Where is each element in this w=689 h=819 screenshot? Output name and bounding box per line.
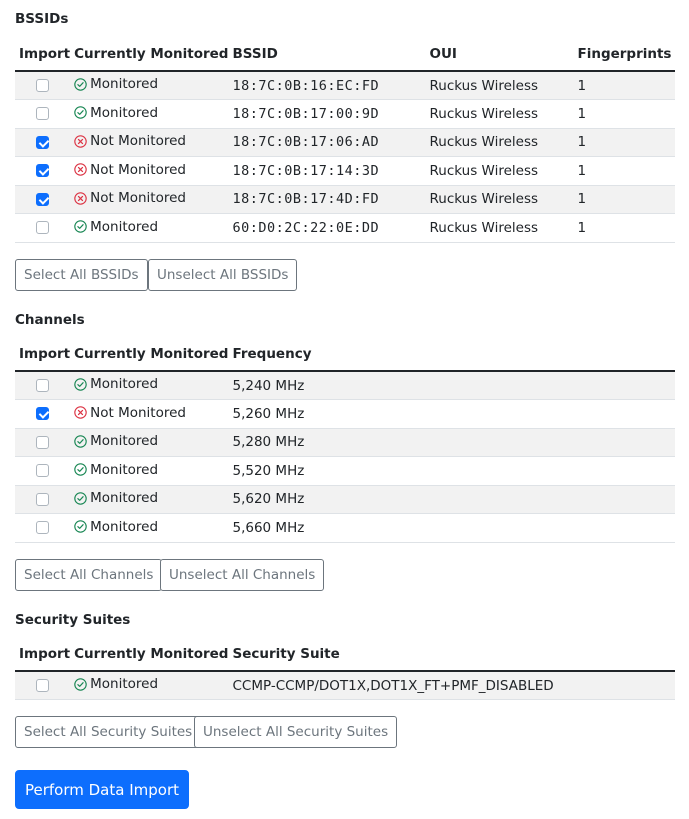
table-row bbox=[15, 71, 675, 100]
frequency-cell: 5,520 MHz bbox=[228, 457, 675, 486]
x-circle-icon bbox=[74, 163, 87, 176]
check-circle-icon bbox=[74, 378, 87, 391]
check-circle-icon bbox=[74, 492, 87, 505]
import-checkbox[interactable] bbox=[36, 221, 49, 234]
bssid-cell: 18:7C:0B:17:00:9D bbox=[228, 100, 425, 129]
monitoring-status-label: Monitored bbox=[90, 676, 159, 693]
import-checkbox[interactable] bbox=[36, 79, 49, 92]
check-circle-icon bbox=[74, 78, 87, 91]
check-circle-icon bbox=[74, 435, 87, 448]
table-row bbox=[15, 128, 675, 157]
oui-cell: Ruckus Wireless bbox=[425, 157, 573, 186]
table-row bbox=[15, 671, 675, 700]
fingerprints-cell: 1 bbox=[573, 100, 675, 129]
monitoring-status-label: Monitored bbox=[90, 218, 159, 235]
monitoring-status bbox=[74, 676, 158, 692]
import-checkbox[interactable] bbox=[36, 493, 49, 506]
monitoring-status-label: Monitored bbox=[90, 433, 159, 449]
select-all-bssids-button[interactable]: Select All BSSIDs bbox=[15, 259, 148, 291]
bssid-cell: 18:7C:0B:17:4D:FD bbox=[228, 185, 425, 214]
select-all-security-suites-button[interactable]: Select All Security Suites bbox=[15, 716, 201, 748]
monitoring-status-label: Not Monitored bbox=[90, 161, 186, 178]
table-row bbox=[15, 428, 675, 457]
check-circle-icon bbox=[74, 220, 87, 233]
monitoring-status bbox=[74, 219, 158, 235]
oui-cell: Ruckus Wireless bbox=[425, 214, 573, 243]
oui-cell: Ruckus Wireless bbox=[425, 71, 573, 100]
x-circle-icon bbox=[74, 406, 87, 419]
monitoring-status-label: Monitored bbox=[90, 461, 159, 478]
table-row bbox=[15, 485, 675, 514]
unselect-all-channels-button[interactable]: Unselect All Channels bbox=[160, 559, 324, 591]
oui-cell: Ruckus Wireless bbox=[425, 185, 573, 214]
import-checkbox[interactable] bbox=[36, 136, 49, 149]
frequency-cell: 5,620 MHz bbox=[228, 485, 675, 514]
import-checkbox[interactable] bbox=[36, 379, 49, 392]
header-import: Import bbox=[15, 38, 70, 71]
channels-table bbox=[15, 338, 675, 543]
monitoring-status-label: Monitored bbox=[90, 376, 159, 393]
fingerprints-cell: 1 bbox=[573, 157, 675, 186]
monitoring-status-label: Monitored bbox=[90, 518, 159, 535]
select-all-channels-button[interactable]: Select All Channels bbox=[15, 559, 162, 591]
channels-section-title: Channels bbox=[15, 312, 85, 328]
monitoring-status bbox=[74, 190, 186, 206]
import-checkbox[interactable] bbox=[36, 679, 49, 692]
security-suites-table bbox=[15, 638, 675, 700]
monitoring-status-label: Not Monitored bbox=[90, 190, 186, 206]
monitoring-status bbox=[74, 519, 158, 535]
fingerprints-cell: 1 bbox=[573, 71, 675, 100]
frequency-cell: 5,260 MHz bbox=[228, 400, 675, 429]
table-row bbox=[15, 185, 675, 214]
import-checkbox[interactable] bbox=[36, 164, 49, 177]
bssid-cell: 60:D0:2C:22:0E:DD bbox=[228, 214, 425, 243]
oui-cell: Ruckus Wireless bbox=[425, 128, 573, 157]
fingerprints-cell: 1 bbox=[573, 214, 675, 243]
unselect-all-security-suites-button[interactable]: Unselect All Security Suites bbox=[194, 716, 397, 748]
bssid-cell: 18:7C:0B:16:EC:FD bbox=[228, 71, 425, 100]
monitoring-status bbox=[74, 462, 158, 478]
check-circle-icon bbox=[74, 520, 87, 533]
fingerprints-cell: 1 bbox=[573, 128, 675, 157]
header-import: Import bbox=[15, 338, 70, 371]
monitoring-status bbox=[74, 76, 158, 92]
check-circle-icon bbox=[74, 678, 87, 691]
table-row bbox=[15, 514, 675, 543]
x-circle-icon bbox=[74, 135, 87, 148]
header-currently-monitored: Currently Monitored bbox=[70, 338, 228, 371]
frequency-cell: 5,660 MHz bbox=[228, 514, 675, 543]
header-security-suite: Security Suite bbox=[228, 638, 675, 671]
monitoring-status bbox=[74, 405, 186, 421]
table-row bbox=[15, 400, 675, 429]
table-row bbox=[15, 157, 675, 186]
table-row bbox=[15, 371, 675, 400]
bssid-cell: 18:7C:0B:17:06:AD bbox=[228, 128, 425, 157]
frequency-cell: 5,280 MHz bbox=[228, 428, 675, 457]
check-circle-icon bbox=[74, 463, 87, 476]
import-checkbox[interactable] bbox=[36, 407, 49, 420]
frequency-cell: 5,240 MHz bbox=[228, 371, 675, 400]
import-checkbox[interactable] bbox=[36, 436, 49, 449]
bssids-table bbox=[15, 38, 675, 243]
fingerprints-cell: 1 bbox=[573, 185, 675, 214]
unselect-all-bssids-button[interactable]: Unselect All BSSIDs bbox=[148, 259, 297, 291]
import-checkbox[interactable] bbox=[36, 521, 49, 534]
monitoring-status-label: Monitored bbox=[90, 104, 159, 121]
monitoring-status bbox=[74, 162, 186, 178]
header-currently-monitored: Currently Monitored bbox=[70, 638, 228, 671]
header-frequency: Frequency bbox=[228, 338, 675, 371]
check-circle-icon bbox=[74, 106, 87, 119]
header-bssid: BSSID bbox=[228, 38, 425, 71]
table-row bbox=[15, 214, 675, 243]
monitoring-status-label: Not Monitored bbox=[90, 133, 186, 149]
monitoring-status-label: Monitored bbox=[90, 76, 159, 93]
monitoring-status bbox=[74, 133, 186, 149]
x-circle-icon bbox=[74, 192, 87, 205]
perform-data-import-button[interactable]: Perform Data Import bbox=[15, 770, 189, 809]
monitoring-status-label: Monitored bbox=[90, 490, 159, 506]
header-fingerprints: Fingerprints bbox=[573, 38, 675, 71]
monitoring-status bbox=[74, 433, 158, 449]
import-checkbox[interactable] bbox=[36, 464, 49, 477]
bssid-cell: 18:7C:0B:17:14:3D bbox=[228, 157, 425, 186]
monitoring-status bbox=[74, 490, 158, 506]
security-suite-cell: CCMP-CCMP/DOT1X,DOT1X_FT+PMF_DISABLED bbox=[228, 671, 675, 700]
import-checkbox[interactable] bbox=[36, 107, 49, 120]
security-suites-section-title: Security Suites bbox=[15, 612, 131, 628]
import-checkbox[interactable] bbox=[36, 193, 49, 206]
monitoring-status-label: Not Monitored bbox=[90, 404, 186, 421]
bssids-section-title: BSSIDs bbox=[15, 11, 69, 27]
oui-cell: Ruckus Wireless bbox=[425, 100, 573, 129]
header-currently-monitored: Currently Monitored bbox=[70, 38, 228, 71]
header-import: Import bbox=[15, 638, 70, 671]
table-row bbox=[15, 100, 675, 129]
table-row bbox=[15, 457, 675, 486]
header-oui: OUI bbox=[425, 38, 573, 71]
monitoring-status bbox=[74, 376, 158, 392]
monitoring-status bbox=[74, 105, 158, 121]
